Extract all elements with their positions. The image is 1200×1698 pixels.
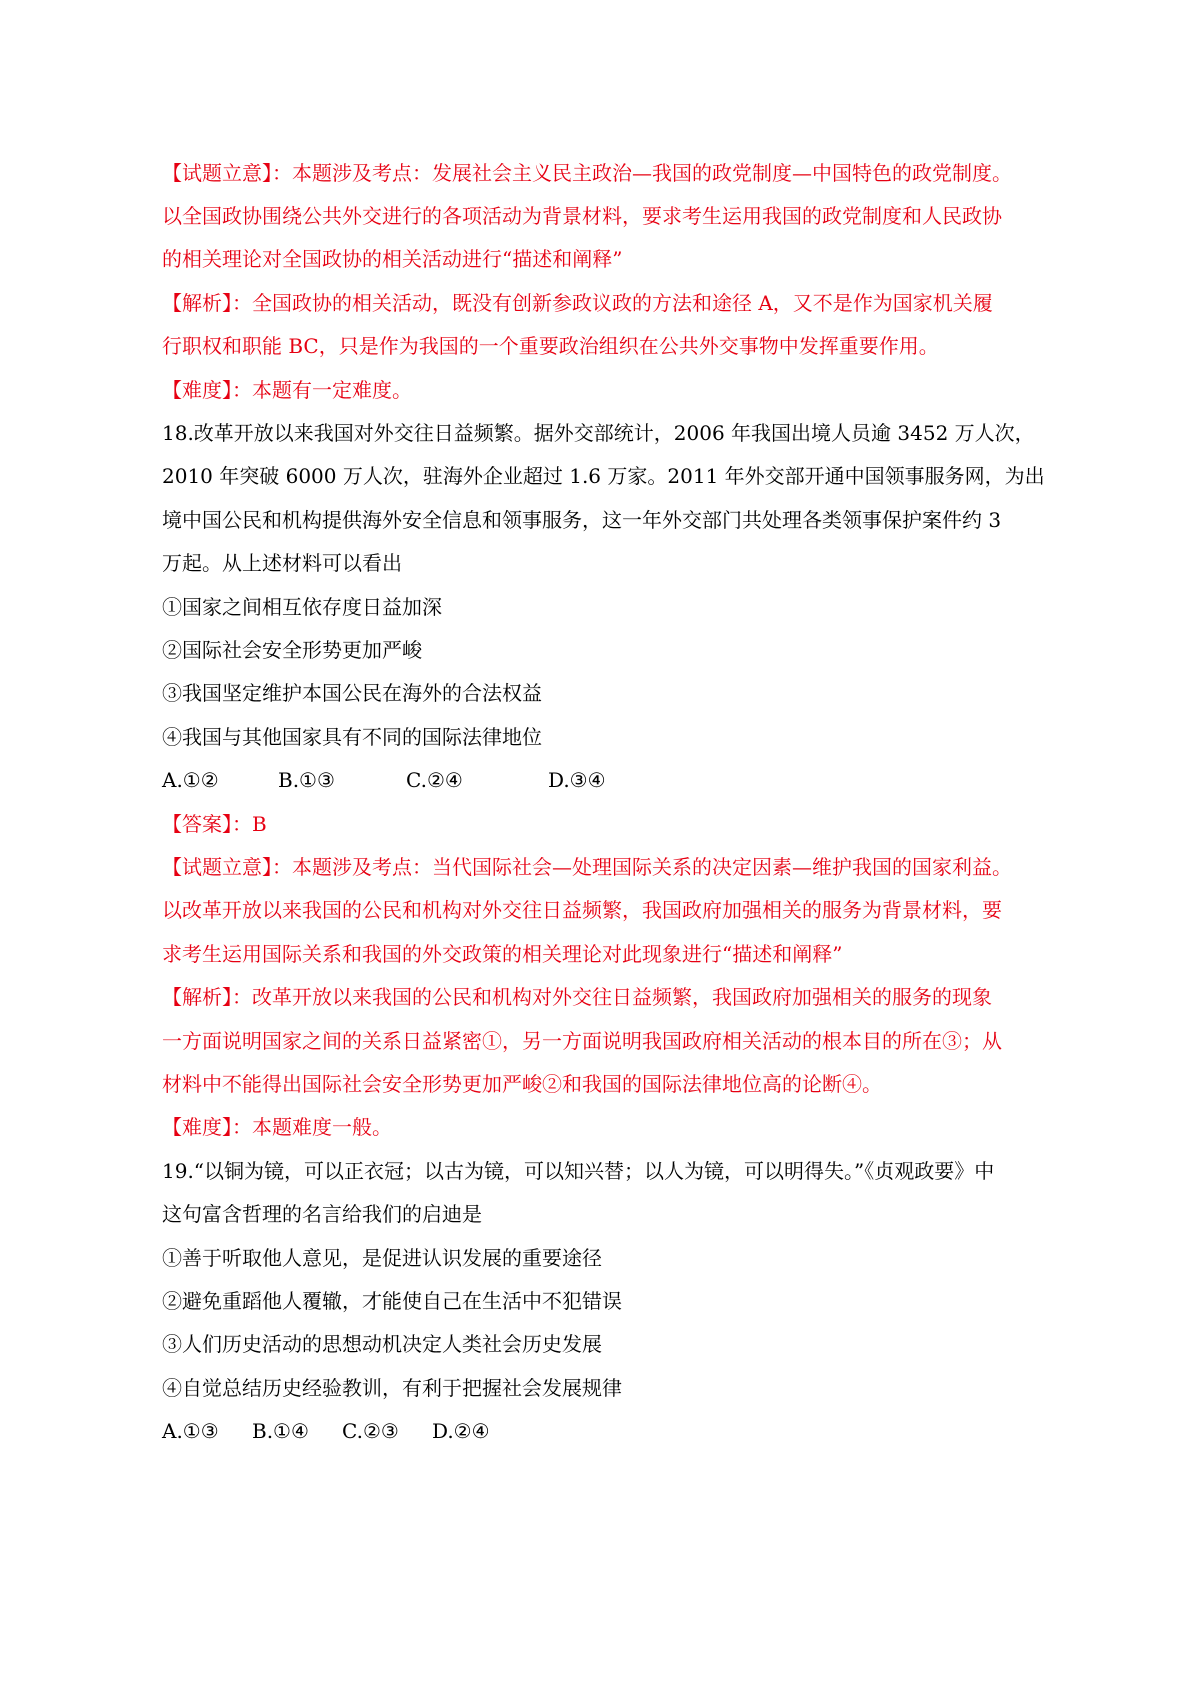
q18-stem-line-1: 18.改革开放以来我国对外交往日益频繁。据外交部统计，2006 年我国出境人员逾 3452 万人次，	[162, 421, 1035, 445]
q18-explain-line-1: 【解析】：改革开放以来我国的公民和机构对外交往日益频繁，我国政府加强相关的服务的现象	[162, 985, 992, 1009]
q18-item-4: ④我国与其他国家具有不同的国际法律地位	[162, 725, 542, 749]
q19-stem-line-1: 19.“以铜为镜，可以正衣冠；以古为镜，可以知兴替；以人为镜，可以明得失。”《贞观政要》中	[162, 1159, 995, 1183]
q18-intent-line-2: 以改革开放以来我国的公民和机构对外交往日益频繁，我国政府加强相关的服务为背景材料，要	[162, 898, 1002, 922]
q18-item-1: ①国家之间相互依存度日益加深	[162, 595, 442, 619]
q18-stem-line-4: 万起。从上述材料可以看出	[162, 551, 402, 575]
q19-option-a: A.①③	[162, 1419, 219, 1443]
q19-item-2: ②避免重蹈他人覆辙，才能使自己在生活中不犯错误	[162, 1289, 622, 1313]
q18-item-2: ②国际社会安全形势更加严峻	[162, 638, 422, 662]
q18-options	[162, 766, 1062, 794]
q18-intent-line-1: 【试题立意】：本题涉及考点：当代国际社会—处理国际关系的决定因素—维护我国的国家利益。	[162, 855, 1012, 879]
q19-item-4: ④自觉总结历史经验教训，有利于把握社会发展规律	[162, 1376, 622, 1400]
q18-explain-line-2: 一方面说明国家之间的关系日益紧密①，另一方面说明我国政府相关活动的根本目的所在③；从	[162, 1029, 1002, 1053]
q18-option-d: D.③④	[548, 768, 606, 792]
q18-intent-line-3: 求考生运用国际关系和我国的外交政策的相关理论对此现象进行“描述和阐释”	[162, 942, 843, 966]
q17-difficulty: 【难度】：本题有一定难度。	[162, 378, 412, 402]
q19-option-b: B.①④	[252, 1419, 309, 1443]
q19-option-d: D.②④	[432, 1419, 490, 1443]
q18-difficulty: 【难度】：本题难度一般。	[162, 1115, 392, 1139]
q18-explain-line-3: 材料中不能得出国际社会安全形势更加严峻②和我国的国际法律地位高的论断④。	[162, 1072, 882, 1096]
q18-option-c: C.②④	[406, 768, 463, 792]
q19-item-3: ③人们历史活动的思想动机决定人类社会历史发展	[162, 1332, 602, 1356]
q17-intent-line-3: 的相关理论对全国政协的相关活动进行“描述和阐释”	[162, 247, 623, 271]
q17-intent-line-2: 以全国政协围绕公共外交进行的各项活动为背景材料，要求考生运用我国的政党制度和人民政协	[162, 204, 1002, 228]
q18-answer: 【答案】：B	[162, 812, 267, 836]
q19-stem-line-2: 这句富含哲理的名言给我们的启迪是	[162, 1202, 482, 1226]
q18-stem-line-3: 境中国公民和机构提供海外安全信息和领事服务，这一年外交部门共处理各类领事保护案件约 3	[162, 508, 1002, 532]
q19-options	[162, 1417, 1062, 1445]
q18-option-a: A.①②	[162, 768, 219, 792]
q17-explain-line-1: 【解析】：全国政协的相关活动，既没有创新参政议政的方法和途径 A，又不是作为国家机关履	[162, 291, 993, 315]
q18-option-b: B.①③	[278, 768, 335, 792]
q19-item-1: ①善于听取他人意见，是促进认识发展的重要途径	[162, 1246, 602, 1270]
q18-stem-line-2: 2010 年突破 6000 万人次，驻海外企业超过 1.6 万家。2011 年外交部开通中国领事服务网，为出	[162, 464, 1045, 488]
q17-explain-line-2: 行职权和职能 BC，只是作为我国的一个重要政治组织在公共外交事物中发挥重要作用。	[162, 334, 939, 358]
q17-intent-line-1: 【试题立意】：本题涉及考点：发展社会主义民主政治—我国的政党制度—中国特色的政党制度。	[162, 161, 1012, 185]
q19-option-c: C.②③	[342, 1419, 399, 1443]
q18-item-3: ③我国坚定维护本国公民在海外的合法权益	[162, 681, 542, 705]
